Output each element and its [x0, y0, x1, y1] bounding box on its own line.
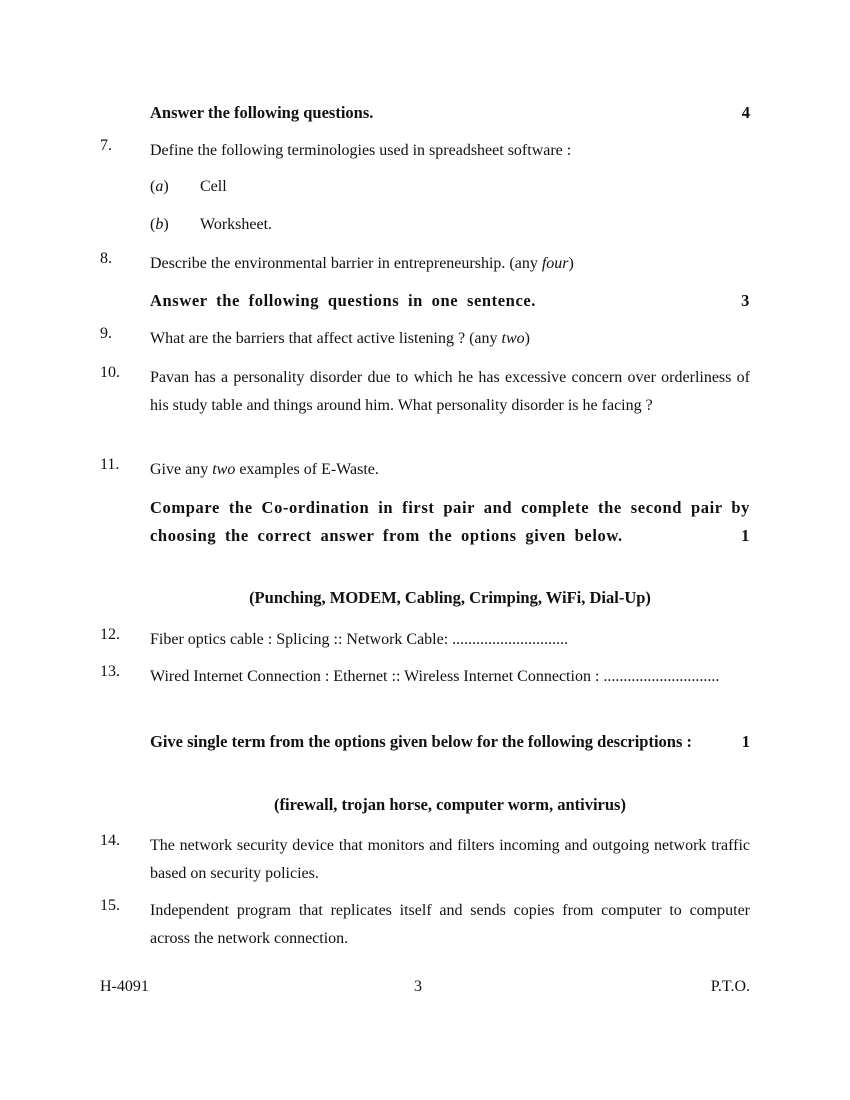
- question-text: Describe the environmental barrier in entrepreneurship. (any four): [150, 255, 574, 272]
- option-label: (b): [150, 216, 169, 233]
- question-text: Independent program that replicates itself and sends copies from computer to computer across the network connection.: [150, 902, 750, 947]
- question-number: 10.: [100, 364, 120, 381]
- question-text: Fiber optics cable : Splicing :: Network Cable: .............................: [150, 631, 569, 648]
- question-text: Wired Internet Connection : Ethernet :: Wireless Internet Connection : .............................: [150, 668, 720, 685]
- question-number: 13.: [100, 663, 120, 680]
- paper-code: H-4091: [100, 978, 149, 995]
- question-number: 8.: [100, 250, 112, 267]
- question-text: Define the following terminologies used in spreadsheet software :: [150, 142, 572, 159]
- pto-label: P.T.O.: [710, 978, 750, 995]
- page-number: 3: [414, 978, 422, 995]
- section-4-options: (firewall, trojan horse, computer worm, antivirus): [274, 795, 626, 814]
- question-number: 7.: [100, 137, 112, 154]
- section-marks: 3: [741, 291, 750, 310]
- section-marks: 1: [741, 526, 750, 545]
- section-heading-text: Compare the Co-ordination in first pair and complete the second pair by choosing the correct answer from the options given below.: [150, 498, 750, 545]
- question-number: 9.: [100, 325, 112, 342]
- question-text: The network security device that monitors and filters incoming and outgoing network traffic based on security policies.: [150, 837, 750, 882]
- question-number: 11.: [100, 456, 120, 473]
- option-text: Worksheet.: [200, 216, 273, 233]
- section-marks: 4: [741, 103, 750, 122]
- question-text: Give any two examples of E-Waste.: [150, 461, 379, 478]
- section-marks: 1: [741, 732, 750, 751]
- section-heading-3: [150, 494, 750, 550]
- option-label: (a): [150, 178, 169, 195]
- section-heading-text: Answer the following questions.: [150, 103, 374, 122]
- question-number: 12.: [100, 626, 120, 643]
- question-text: What are the barriers that affect active listening ? (any two): [150, 330, 530, 347]
- question-text: Pavan has a personality disorder due to which he has excessive concern over orderliness of his study table and things around him. What personality disorder is he facing ?: [150, 369, 750, 414]
- section-heading-text: Answer the following questions in one sentence.: [150, 291, 537, 310]
- option-text: Cell: [200, 178, 227, 195]
- section-heading-4: [150, 728, 750, 756]
- section-heading-text: Give single term from the options given below for the following descriptions :: [150, 732, 693, 751]
- section-heading-2: [150, 287, 750, 315]
- section-heading-1: [150, 99, 750, 127]
- section-3-options: (Punching, MODEM, Cabling, Crimping, WiFi, Dial-Up): [249, 588, 651, 607]
- question-number: 14.: [100, 832, 120, 849]
- question-number: 15.: [100, 897, 120, 914]
